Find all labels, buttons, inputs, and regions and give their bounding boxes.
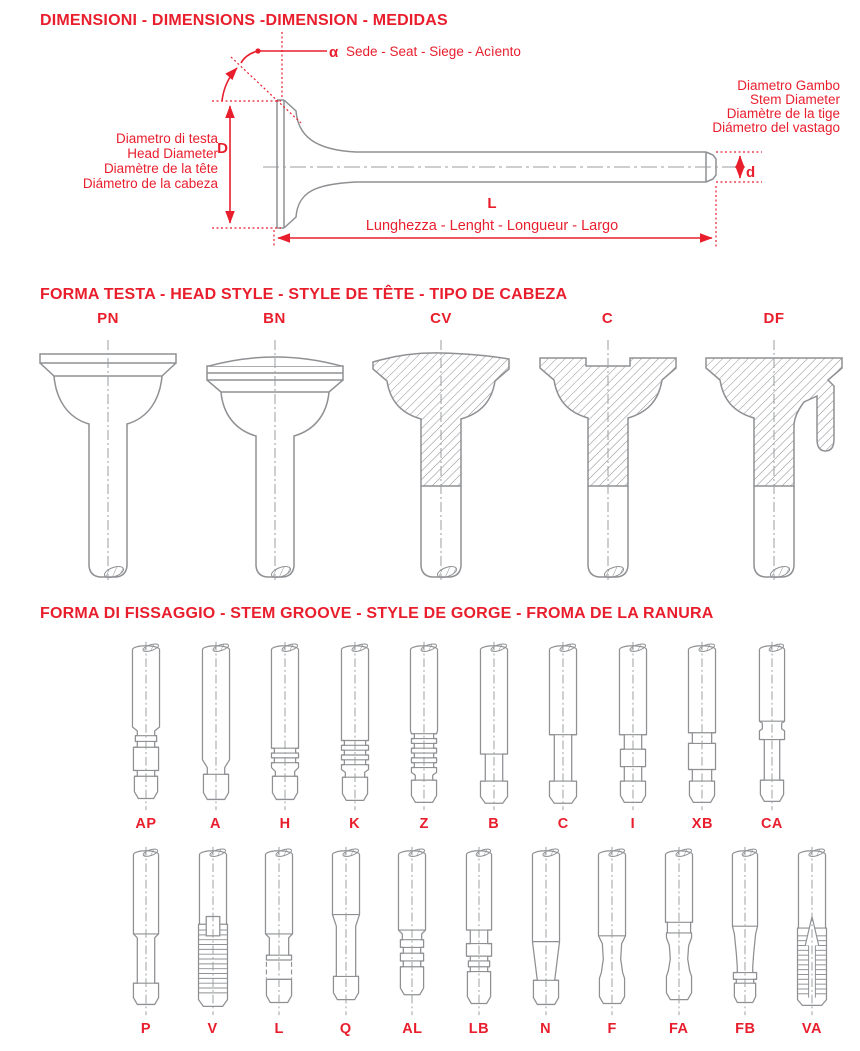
- stem-groove-item-Z: [396, 640, 452, 832]
- stem-groove-drawing-Q: [318, 845, 374, 1017]
- stem-groove-drawing-F: [584, 845, 640, 1017]
- stem-groove-drawing-C: [535, 640, 591, 812]
- head-style-item-cv: [361, 310, 521, 584]
- stem-groove-drawing-B: [466, 640, 522, 812]
- stem-groove-label-XB: XB: [691, 816, 713, 832]
- stem-groove-item-FA: [651, 845, 707, 1037]
- stem-groove-item-I: [605, 640, 661, 832]
- stem-groove-drawing-A: [188, 640, 244, 812]
- stem-groove-drawing-VA: [784, 845, 840, 1017]
- stem-groove-item-Q: [318, 845, 374, 1037]
- stem-groove-item-N: [518, 845, 574, 1037]
- stem-groove-label-VA: VA: [801, 1021, 822, 1037]
- stem-groove-item-B: [466, 640, 522, 832]
- stem-diameter-line: Diamètre de la tige: [726, 106, 840, 121]
- stem-groove-label-FA: FA: [668, 1021, 689, 1037]
- stem-groove-label-F: F: [607, 1021, 617, 1037]
- head-style-row: [28, 310, 854, 584]
- stem-groove-item-VA: [784, 845, 840, 1037]
- stem-groove-label-L: L: [274, 1021, 284, 1037]
- stem-groove-drawing-L: [251, 845, 307, 1017]
- stem-groove-row-2: [118, 845, 840, 1037]
- stem-groove-row-1: [118, 640, 800, 832]
- head-style-item-pn: [28, 310, 188, 584]
- stem-groove-item-CA: [744, 640, 800, 832]
- head-style-bn-drawing: [195, 336, 355, 584]
- head-style-label-cv: CV: [430, 310, 452, 327]
- stem-groove-item-F: [584, 845, 640, 1037]
- stem-groove-label-P: P: [140, 1021, 152, 1037]
- head-style-label-c: C: [601, 310, 614, 327]
- stem-groove-label-Z: Z: [419, 816, 429, 832]
- stem-groove-item-XB: [674, 640, 730, 832]
- stem-groove-label-I: I: [630, 816, 636, 832]
- dimension-annotations: [212, 32, 762, 247]
- head-diameter-line: Head Diameter: [127, 146, 218, 161]
- stem-groove-label-N: N: [540, 1021, 552, 1037]
- head-diameter-line: Diametro di testa: [115, 131, 218, 146]
- stem-groove-label-LB: LB: [468, 1021, 490, 1037]
- stem-groove-item-C: [535, 640, 591, 832]
- stem-diameter-line: Stem Diameter: [749, 92, 840, 107]
- length-symbol: L: [487, 195, 497, 212]
- stem-groove-label-FB: FB: [735, 1021, 756, 1037]
- head-style-c-drawing: [528, 336, 688, 584]
- head-style-label-bn: BN: [263, 310, 286, 327]
- stem-groove-drawing-FB: [717, 845, 773, 1017]
- valve-side-view: [263, 100, 737, 228]
- stem-groove-drawing-FA: [651, 845, 707, 1017]
- stem-groove-drawing-H: [257, 640, 313, 812]
- head-style-section-title: FORMA TESTA - HEAD STYLE - STYLE DE TÊTE - TIPO DE CABEZA: [40, 286, 568, 303]
- stem-diameter-symbol: d: [746, 164, 756, 181]
- head-diameter-label-block: [83, 131, 219, 191]
- head-style-df-drawing: [694, 336, 854, 584]
- seat-angle-label: Sede - Seat - Siege - Acìento: [346, 44, 521, 59]
- stem-groove-drawing-XB: [674, 640, 730, 812]
- head-style-item-c: [528, 310, 688, 584]
- stem-groove-label-AL: AL: [402, 1021, 423, 1037]
- stem-groove-drawing-Z: [396, 640, 452, 812]
- seat-angle-symbol: α: [329, 44, 339, 61]
- stem-groove-label-V: V: [207, 1021, 218, 1037]
- stem-groove-label-H: H: [279, 816, 291, 832]
- stem-groove-item-L: [251, 845, 307, 1037]
- stem-groove-label-K: K: [349, 816, 361, 832]
- stem-groove-item-A: [188, 640, 244, 832]
- stem-groove-label-CA: CA: [760, 816, 783, 832]
- head-diameter-symbol: D: [217, 140, 228, 157]
- head-style-pn-drawing: [28, 336, 188, 584]
- stem-groove-label-C: C: [557, 816, 569, 832]
- stem-groove-item-V: [185, 845, 241, 1037]
- dimensions-section-title: DIMENSIONI - DIMENSIONS -DIMENSION - MEDIDAS: [40, 12, 448, 29]
- stem-groove-item-LB: [451, 845, 507, 1037]
- stem-groove-drawing-LB: [451, 845, 507, 1017]
- valve-dimension-diagram: [0, 0, 860, 265]
- stem-groove-label-AP: AP: [135, 816, 157, 832]
- stem-groove-drawing-V: [185, 845, 241, 1017]
- stem-groove-drawing-N: [518, 845, 574, 1017]
- stem-diameter-line: Diametro Gambo: [737, 78, 840, 93]
- stem-groove-item-K: [327, 640, 383, 832]
- stem-groove-drawing-K: [327, 640, 383, 812]
- head-style-item-df: [694, 310, 854, 584]
- stem-groove-drawing-CA: [744, 640, 800, 812]
- head-diameter-line: Diamètre de la tête: [103, 161, 218, 176]
- stem-groove-label-Q: Q: [339, 1021, 352, 1037]
- head-style-item-bn: [195, 310, 355, 584]
- length-label: Lunghezza - Lenght - Longueur - Largo: [365, 218, 619, 234]
- stem-groove-item-AP: [118, 640, 174, 832]
- head-style-label-df: DF: [763, 310, 785, 327]
- stem-groove-item-H: [257, 640, 313, 832]
- stem-groove-item-FB: [717, 845, 773, 1037]
- head-style-label-pn: PN: [97, 310, 119, 327]
- stem-groove-item-AL: [384, 845, 440, 1037]
- stem-groove-drawing-P: [118, 845, 174, 1017]
- stem-groove-drawing-I: [605, 640, 661, 812]
- stem-groove-label-B: B: [488, 816, 500, 832]
- stem-groove-section-title: FORMA DI FISSAGGIO - STEM GROOVE - STYLE DE GORGE - FROMA DE LA RANURA: [40, 605, 714, 622]
- stem-groove-drawing-AL: [384, 845, 440, 1017]
- head-diameter-line: Diámetro de la cabeza: [82, 176, 218, 191]
- head-style-cv-drawing: [361, 336, 521, 584]
- stem-groove-label-A: A: [210, 816, 222, 832]
- stem-diameter-line: Diámetro del vastago: [712, 120, 840, 135]
- stem-diameter-label-block: [712, 78, 840, 135]
- stem-groove-item-P: [118, 845, 174, 1037]
- stem-groove-drawing-AP: [118, 640, 174, 812]
